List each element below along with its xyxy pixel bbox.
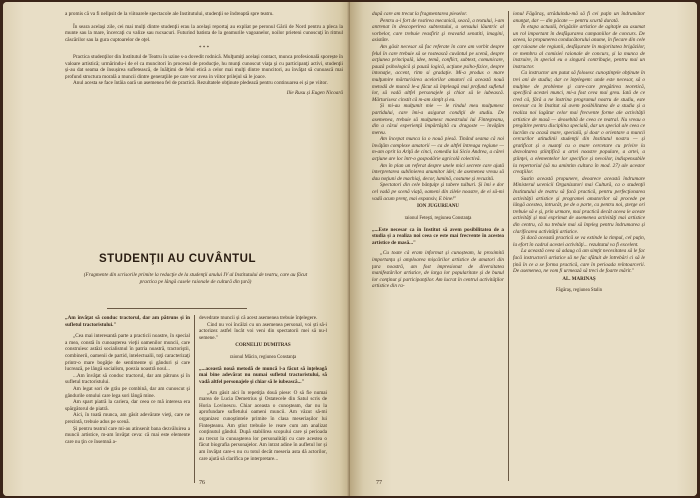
intro-para-2: În seara acelaşi zile, cei mai mulţi dintre studenţii erau la acelaşi reportaj au expliat pe peronul Gării de Nord pentru a pleca la munte sau la mare, încercaţi cu valize sau rucsacuri. Futurind batista de la geamurile vagoanelor, noilor prieteni cunoscuţi în ritmul căscărilor sau la gura cuptoarelor de oţel.: [65, 23, 343, 43]
signature-name-3: AL. MARINAȘ: [562, 276, 596, 282]
rcol2-para-1: ionul Făgăraş, străduindu-mă să fi cei puţin un îndrumător anunţat, dar — din păcate — pentru scurtă durată.: [513, 11, 645, 24]
subhead: [83, 272, 308, 285]
column-rule: [194, 315, 195, 483]
col1-para-5: Aici, în toată munca, am găsit adevărate vieţi, care ne prezintă, trebuie adus pe scenă.: [65, 412, 190, 425]
quote-heading: „Am învăţat să conduc tractorul, dar am pătruns şi în sufletul tractoristului.": [65, 315, 190, 328]
article-byline: Ilie Rusu și Eugen Nicoară: [286, 89, 343, 96]
rcol1-para-6: Am în plan un referat despre unele mici secrete care ajută interpretarea sublinierea anumitor idei; de asemenea vreau să dau noţiuni de machiaj, decor, lumină, costume și recuzită.: [372, 162, 504, 182]
left-column-1: [65, 315, 190, 445]
col2-para-3: „Am găsit aici în repetiţia două piese: O să fie numai marea de Lucia Demetrius şi Ostatecele din Satul scris de Horia Lovinescu. Chiar aceasta o cunoşteam, dar nu la aprofundare sufletului oameni muncii. Am văzut să-mi organizez cunoştintele primite în clasa meseriașilor lui Finteşteanu. Am ştiut trebuiie le reare cum am analizat conţinutul gândul. După stabilirea scopului care și perioada au trecut la cunoaşterea lor personalități cu care acestea o făcut biografia personajelor. Am intrat adine în aufletul lor și am învăţat care-s nu cu totul decât meseria asta dă actorilor, care ajută să clarifica pe interpretare...: [199, 389, 327, 462]
col2-para-1: devedrate muncii și că acest asemenea trebuie înţelegere.: [199, 315, 318, 321]
rcol1-para-8: „Cu toate că eram informat și cunoșteam, la proximită importanța și amploarea mișcărilor artistice de amatori din ţara noastră, am fost impresionat de diversitatea manifestărilor artistice, de larga lor popularitate și de bunul lor conţinut şi participanţilor. Am lucrat în centrul activităţilor artistice din ra-: [372, 250, 504, 290]
rcol1-para-4: Și mi-au mulţumit mie — le rindul meu mulţumesc partidului, care îmi-a asigurat condiţii de studiu. De asemenea, trebuie să mulţumesc maestrului lui Finteşteanu, din a cărui experienţă împărtăşită cu dragoste — învăţăm mereu.: [372, 103, 504, 136]
rcol2-para-6: Și dacă această practică se va extinde la timpul, cel puţin, la efort în cadrul acestei activităţi... rezultatul va fi excelent.: [513, 235, 645, 248]
rcol2-para-3: Ca instructor am putut să folosesc cunoştinţele obţinute în trei ani de studiu; dar ce înţelegem: unde este necesar, să o mulţime de probleme şi care-care pregătirea teoretică, specifică acestei munci, mi-a fost ceva mai greu. Iată de ce cred că, fără a ne înstrina programul nostru de studiu, este necesar ca în Institut să avem posibilitatea de a studia și a realiza noi lagătur celor mai frecvente forme ale activităţii artistice de masă — deosebită de ceea ce teatral. Nu vreau o pregătire pentru disciplina specială, dar un special ale ceea ce lucrăm cu acasă mare, specială, și doar o orientare a muncii cercurilor atitudinii studenţii din Institutul nostru — și gratificat și o nuanţi cu o mare cercetare cu privire la dezvoltarea științifică a artei noastre populare, a artei, a ştiinţei, a elementelor lor specifice și nevoilor, indispensabile la repertoriul (să nu amintim cultura în mod. 27) ale acestor creaţiilor.: [513, 70, 645, 176]
col1-para-2: ...Am învăţat să conduc tractorul, dar am pătruns şi în sufletul tractoristului.: [65, 372, 190, 386]
column-rule-right: [508, 11, 509, 481]
signature-name-2: ION JUGUREANU: [416, 204, 460, 210]
page-number-left: 76: [199, 480, 205, 486]
col2-para-2: Cind nu voi încălzi cu un asemenea personal, voi ști să-i actorizez astfel încât voi veni din spectatorii mei să nu-l semene.": [199, 321, 327, 341]
separator-stars: * * *: [198, 45, 210, 52]
rcol2-para-2: În etapa actuală, brigăzile artistice de agitaţie au asumat un rol important în desfăşurarea campaniilor de concurs. De aceea, la propunerea conducătorului anume, în fiecare din cele opt raioane ale regiunii, desfășurate în majoritatea brigăzilor, ce membru al comisiei raionale de concurs, și la munca de instruire, în special eu o singură contribuţie, pentru mai un instructor.: [513, 24, 645, 70]
signature-place-2: raionul Feteşti, regiunea Constanţa: [404, 215, 472, 221]
intro-para-4: Anul acesta se face întâia oară un asemenea fel de practică. Rezultatele obţinute pledează pentru continuarea ei şi pe viitor.: [73, 80, 328, 87]
page-headline: STUDENŢII AU CUVÂNTUL: [98, 253, 256, 265]
right-column-1: [372, 11, 504, 290]
col1-para-4: Am spart piatră la cariera, dar ceea ce mă interesa era spărgătorul de piatră.: [65, 399, 190, 412]
signature-name: CORNELIU DUMITRAS: [235, 343, 291, 349]
rcol2-para-5: Sustin această propunere, deoarece această îndrumare Ministerul ucenicii Organizatori mai Cultură, ca o studenţii Institutului de teatru să facă practică, pentru perfecţionarea activităţii artistice și programei amatorilor să procede pe lângă acestea, intrucât, pe de o parte, ca pentru noi, șterge ori trebuie să e și, prin urmare, mai practică decât aceea le aceste activităţi și mai exprimat de asemenea activităţi mai artistice din centru, că nu trebuie mai să înţeleg pentru îndrumarea și clarificarea activităţii artistice.: [513, 175, 645, 235]
col1-para-1: „Cea mai interesantă parte a practicii noastre, în special a mea, constă în cunoaşterea vieţii oamenilor muncii, care construiesc astăzi socialismul în patria noastră, tractoriştii, combinerii, oamenii de partid, intelectualii, toţi caracterizaţi printr-o mare bogăţie de sentimente și gânduri și care lucrează, pe lângă socialism, poezia noastră noul...: [65, 333, 190, 373]
quote-heading-2: „...această nouă metodă de muncă l-a făcut să înţeleagă mai bine adevărat nu numai sufletul tractoristului, să vadă altfel personajele şi chiar să le iubească...": [199, 365, 327, 385]
rcol1-para-7: Spectatori din cele bânţuiţe şi tabere tulburi. Și îmi e dor cel vadă pe scenă viaţă, oameni din zilele noastre, de ei să-mi vadă acum prenţ, mai expansiv, E bine!": [372, 182, 504, 202]
left-page: [3, 2, 350, 496]
signature-place: raionul Măcin, regiunea Constanţa: [229, 354, 297, 360]
signature-place-3: Făgăraş, regiunea Stalin: [555, 288, 603, 294]
right-page: [350, 2, 697, 496]
subhead-text: (Fragmente din scrisorile primite la redacţie de la studenţii anului IV al Institutului de teatru, care au făcut practica pe lângă casele raionale de cultură din ţară): [83, 272, 308, 285]
book-spread: [3, 2, 697, 496]
intro-para-1: a promis că va fi nelipsit de la viitoarele spectacole ale Institutului, studenţii se îndreaptă spre teatru.: [65, 11, 274, 17]
rcol1-para-2: Pentru a-i fort de rostirea mecanică, seacă, a textului, i-am antrenat în descoperirea subtextului, a sensului lăuntric al vorbelor, care trebuie reasfirit şi reavatid senatiti, imagini, asistăte.: [372, 17, 504, 44]
left-column-2: [199, 315, 327, 462]
col1-para-3: Am legat sori de grâu pe combină, dar am cunoscut şi gândurile omului care lega sori lângă mine.: [65, 385, 190, 399]
rcol2-para-7: La această ceea să adaug că am simţit necesitatea să le fac facă instructorii artistice să ne fac sfătuit de întrebări ci să le țină în ce a se forma practică, care în perioada reîntoarcerii. De asemenea, ne vom fi urmează să treci de foarte mărit.": [513, 248, 645, 275]
rcol1-para-5: Am începat munca la o nouă piesă. Tinând seama că noi învăţăm complexe amatorii — ca de altfel întreaga regiune — m-am oprit la Ariţă de cinci, comedia lui Sicio Andrea, a cărei acţiune are loc într-o gospodărie agricolă colectivă.: [372, 136, 504, 163]
rcol1-para-1: după care am trecut la fragmentarea pieselor.: [372, 11, 467, 17]
right-column-2: [513, 11, 645, 299]
intro-text: [65, 11, 343, 97]
quote-heading-3: „...Este necesar ca în Institut să avem posibilitatea de a studia și a realiza noi ceea ce este mai frecvente în acestea artistice de masă...": [372, 226, 504, 246]
page-number-right: 77: [376, 480, 382, 486]
col1-para-6: Și pentru teatrul care mi-au atinsenit bana dezvăluirea a muncii artistice, m-am învăţat ceva: că mai este elemente care nu ţin ce însemnă a-: [65, 425, 190, 445]
divider-line: [107, 308, 247, 309]
rcol1-para-3: Am găsit necesar să fac referate în care am vorbit despre felul în care trebuie să se rostească cuvântul pe scenă, despre acţiunea principală, idee, temă, conflict, subtext, comunicare, pauză psihologică și pauză logică, acţiune psiho-fizice, despre intonaţie, accent, ritm si gradaţie. Mi-a produs o mare mulţumire mărturisirea acelorilor amatori că această nouă metodă de muncă le-a făcut să înţeleagă mai profund sufletul lor, să vadă altfel personajele şi chiar să le iubească. Mărturisesc cinstit că m-am simţit și eu.: [372, 43, 504, 103]
intro-para-3: Practica studenţilor din Institutul de Teatru în uzine s-a dovedit rodnică. Mulţumiţi acelaşi contact, munca profesională sporește în valoare artistică; urmărindu-i de el ca muncitori în procesul de producţie, hu munţi cunoscut viaţa şi cu participanţi activi, studenţii și-au dat seama de însușirea sufletească, de înălţimi de felul etică a celor mai mulţi dintre muncitori, au învăţat să cunoască mai profund structura morală a muncii dintre generaţiile pe care vor avea in viitor prilejul să le joace.: [65, 53, 343, 80]
